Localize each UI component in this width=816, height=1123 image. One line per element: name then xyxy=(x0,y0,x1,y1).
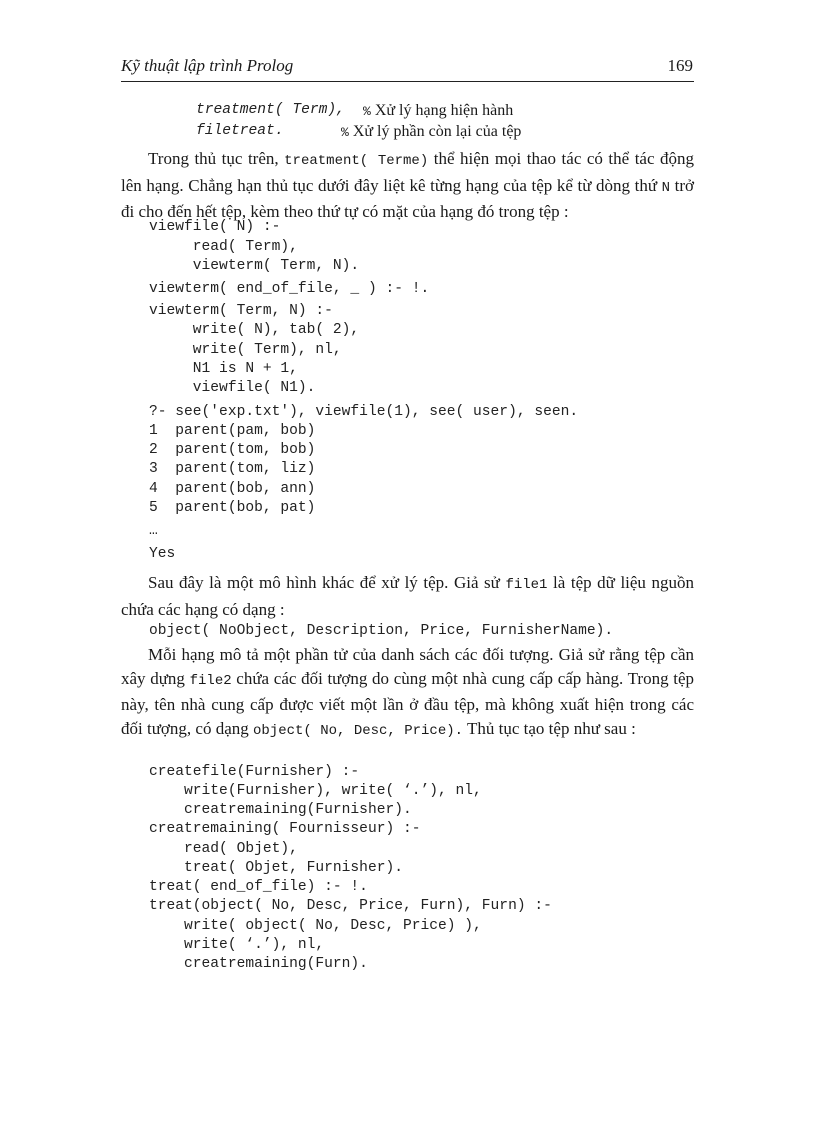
code-line: viewfile( N) :- xyxy=(149,219,281,235)
inline-code: file2 xyxy=(189,672,232,689)
inline-code: treatment( Terme) xyxy=(284,153,429,169)
paragraph xyxy=(121,571,694,621)
code-line: 5 parent(bob, pat) xyxy=(149,500,316,516)
code-line: object( NoObject, Description, Price, FurnisherName). xyxy=(149,623,614,639)
code-line: read( Objet), xyxy=(149,841,298,857)
text-run: chứa các đối tượng do cùng một nhà cung cấp cấp hàng. Trong tệp này, tên nhà cung cấp được viết một lần ở đầu tệp, mà không xuất hiện trong các đối tượng, có dạng xyxy=(121,668,695,738)
text-run: Trong thủ tục trên, xyxy=(148,149,279,168)
code-line: treat( end_of_file) :- !. xyxy=(149,879,368,895)
code-line: 1 parent(pam, bob) xyxy=(149,423,316,439)
code-line: write( N), tab( 2), xyxy=(149,322,360,338)
code-line: N1 is N + 1, xyxy=(149,361,298,377)
code-line: … xyxy=(149,523,158,539)
text-run: Mỗi hạng mô tả một phần tử của danh sách các đối tượng. Giả sử rằng tệp cần xây dựng xyxy=(121,645,694,688)
code-line: viewterm( end_of_file, _ ) :- !. xyxy=(149,281,430,297)
text-run: trở đi cho đến hết tệp, kèm theo thứ tự có mặt của hạng đó trong tệp : xyxy=(121,175,694,221)
code-line: viewfile( N1). xyxy=(149,380,316,396)
code-comment xyxy=(363,101,513,121)
code-line: write( ‘.’), nl, xyxy=(149,937,325,953)
code-line: treat(object( No, Desc, Price, Furn), Furn) :- xyxy=(149,898,552,914)
code-line: write(Furnisher), write( ‘.’), nl, xyxy=(149,783,482,799)
header-rule xyxy=(121,81,694,82)
code-comment xyxy=(341,122,521,142)
code-line: read( Term), xyxy=(149,239,298,255)
code-line: 2 parent(tom, bob) xyxy=(149,442,316,458)
running-header-title: Kỹ thuật lập trình Prolog xyxy=(121,56,294,75)
paragraph-body xyxy=(121,643,694,743)
page-number: 169 xyxy=(667,56,693,75)
text-run: là tệp dữ liệu nguồn chứa các hạng có dạng : xyxy=(121,573,694,619)
code-line: createfile(Furnisher) :- xyxy=(149,764,360,780)
comment-symbol: % xyxy=(363,104,371,119)
inline-code: file1 xyxy=(505,577,548,593)
text-run: thể hiện mọi thao tác có thể tác động lên hạng. Chẳng hạn thủ tục dưới đây liệt kê từng hạng của tệp kể từ dòng thứ xyxy=(121,149,695,195)
code-line: viewterm( Term, N) :- xyxy=(149,303,333,319)
text-run: Sau đây là một mô hình khác để xử lý tệp. Giả sử xyxy=(148,573,500,592)
code-line: viewterm( Term, N). xyxy=(149,258,360,274)
paragraph xyxy=(121,643,694,743)
text-run: Thủ tục tạo tệp như sau : xyxy=(467,718,636,738)
paragraph xyxy=(121,147,694,224)
code-line: write( object( No, Desc, Price) ), xyxy=(149,918,482,934)
paragraph-body xyxy=(121,571,694,621)
code-line: filetreat. xyxy=(196,123,284,139)
code-line: creatremaining( Fournisseur) :- xyxy=(149,821,421,837)
inline-code: N xyxy=(661,179,671,196)
code-line: 4 parent(bob, ann) xyxy=(149,481,316,497)
inline-code: object( No, Desc, Price). xyxy=(253,722,464,739)
code-line: treatment( Term), xyxy=(196,102,345,118)
code-line: treat( Objet, Furnisher). xyxy=(149,860,403,876)
code-line: write( Term), nl, xyxy=(149,342,342,358)
comment-text: Xử lý hạng hiện hành xyxy=(374,102,514,119)
code-line: creatremaining(Furn). xyxy=(149,956,368,972)
code-line: 3 parent(tom, liz) xyxy=(149,461,316,477)
comment-symbol: % xyxy=(341,125,349,140)
code-line: Yes xyxy=(149,546,176,562)
paragraph-body xyxy=(121,147,694,224)
code-line: creatremaining(Furnisher). xyxy=(149,802,412,818)
code-line: ?- see('exp.txt'), viewfile(1), see( user), seen. xyxy=(149,404,579,420)
comment-text: Xử lý phần còn lại của tệp xyxy=(352,123,522,140)
